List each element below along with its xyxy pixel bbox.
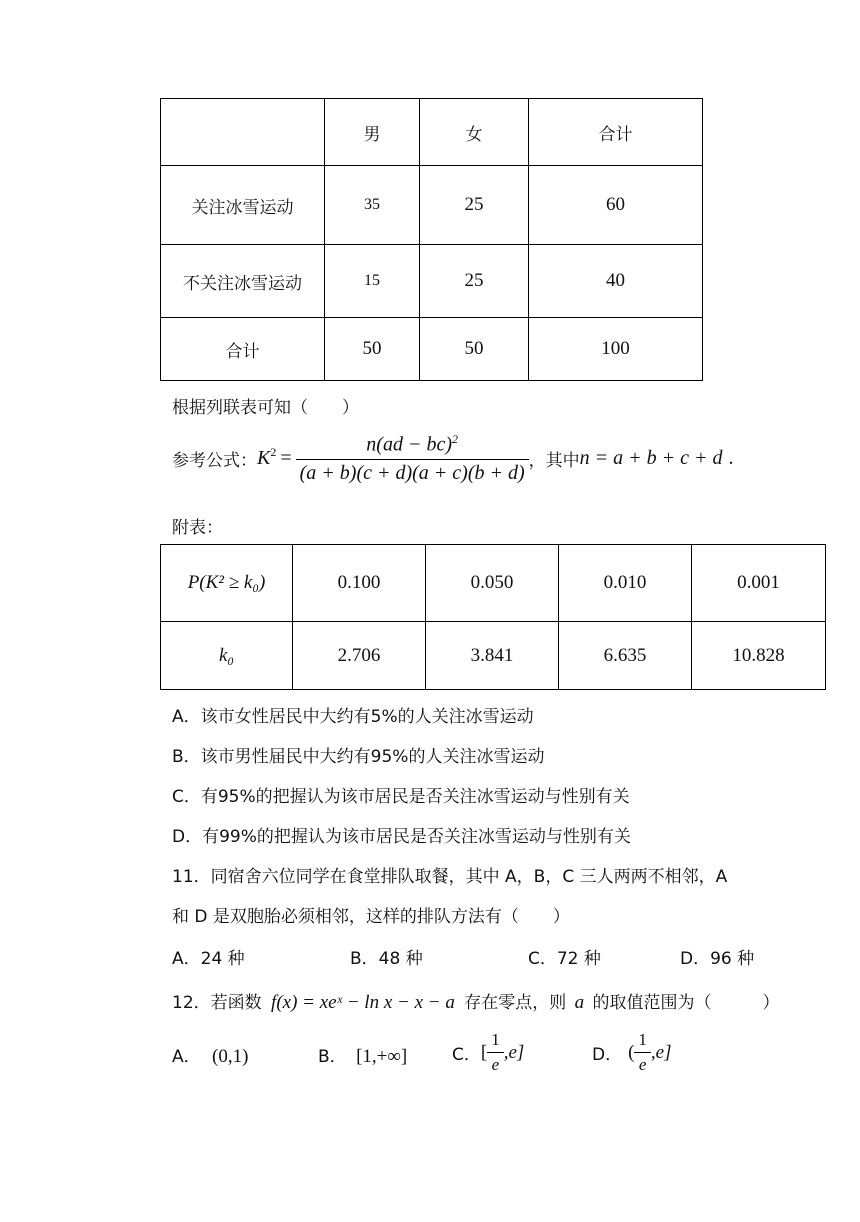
- table1-cell: 25: [420, 245, 529, 318]
- q12-suffix2: 的取值范围为（ ）: [592, 993, 780, 1013]
- table1-row-label: 合计: [161, 318, 325, 381]
- formula-period: .: [728, 446, 734, 469]
- table1-row-label: 关注冰雪运动: [161, 166, 325, 245]
- q11-line2: 和 D 是双胞胎必须相邻，这样的排队方法有（ ）: [172, 907, 570, 927]
- table1-row-label: 不关注冰雪运动: [161, 245, 325, 318]
- q12-option-label: C．: [452, 1045, 481, 1065]
- table2-k-value: 10.828: [692, 622, 826, 690]
- q12-bracket-close: ,e]: [503, 1041, 525, 1063]
- formula-denominator: (a + b)(c + d)(a + c)(b + d): [299, 461, 525, 484]
- q11-option-a: A．24 种: [172, 949, 245, 969]
- q12-stem: [172, 988, 780, 1014]
- q10-option-d: D．有99%的把握认为该市居民是否关注冰雪运动与性别有关: [172, 827, 631, 847]
- q10-option-c: C．有95%的把握认为该市居民是否关注冰雪运动与性别有关: [172, 787, 630, 807]
- table2-k-value: 3.841: [426, 622, 559, 690]
- q12-var: a: [574, 992, 585, 1013]
- q12-option-a: [172, 1042, 248, 1068]
- q11-option-d: D．96 种: [680, 949, 755, 969]
- q10-prompt: 根据列联表可知（ ）: [172, 398, 359, 418]
- q11-line1: 11．同宿舍六位同学在食堂排队取餐，其中 A，B，C 三人两两不相邻，A: [172, 867, 728, 887]
- q12-fraction: [634, 1030, 651, 1075]
- q12-frac-den: e: [638, 1055, 647, 1074]
- table2-k-value: 2.706: [293, 622, 426, 690]
- q12-prefix: 12．若函数: [172, 993, 262, 1013]
- q12-bracket-close: ,e]: [650, 1041, 672, 1063]
- table1-cell: 40: [529, 245, 703, 318]
- formula-numerator: n(ad − bc): [366, 433, 452, 456]
- reference-formula: 参考公式： K $^2$ = $\frac{n(ad - bc)^2}{(a + b)(c + d)(a + c)(b + d)}$ ，其中 n = a + b + c + d .: [172, 432, 734, 484]
- formula-lead: 参考公式：: [172, 450, 257, 471]
- q10-option-a: A．该市女性居民中大约有5%的人关注冰雪运动: [172, 707, 534, 727]
- q12-option-d: [592, 1030, 672, 1075]
- table2-p-value: 0.001: [692, 545, 826, 622]
- table1-header-male: 男: [325, 99, 420, 166]
- formula-fraction: [296, 432, 529, 485]
- q12-frac-num: 1: [634, 1030, 651, 1053]
- q12-bracket: (: [628, 1041, 635, 1063]
- q12-option-b: [318, 1042, 407, 1068]
- table2-k-value: 6.635: [559, 622, 692, 690]
- table1-cell: 25: [420, 166, 529, 245]
- q12-option-value: (0,1): [212, 1046, 249, 1067]
- q12-frac-den: e: [491, 1055, 500, 1074]
- q11-option-b: B．48 种: [350, 949, 423, 969]
- table2-p-value: 0.010: [559, 545, 692, 622]
- table1-cell: 50: [325, 318, 420, 381]
- table1-cell: 50: [420, 318, 529, 381]
- table1-header-total: 合计: [529, 99, 703, 166]
- table1-header-blank: [161, 99, 325, 166]
- q12-option-c: [452, 1030, 524, 1075]
- critical-value-table: [160, 544, 826, 690]
- formula-numerator-exp: 2: [451, 432, 458, 446]
- q11-option-c: C．72 种: [528, 949, 601, 969]
- formula-lhs: K: [257, 446, 271, 469]
- contingency-table: [160, 98, 703, 381]
- q12-option-label: B．: [318, 1047, 347, 1067]
- table1-cell: 15: [325, 245, 420, 318]
- table1-header-female: 女: [420, 99, 529, 166]
- q12-bracket: [: [480, 1041, 488, 1063]
- formula-tail-text: ，其中: [528, 450, 580, 471]
- q12-option-label: A．: [172, 1047, 201, 1067]
- appendix-label: 附表：: [172, 518, 223, 538]
- table1-cell: 100: [529, 318, 703, 381]
- table2-p-value: 0.050: [426, 545, 559, 622]
- q10-option-b: B．该市男性届民中大约有95%的人关注冰雪运动: [172, 747, 545, 767]
- table2-p-value: 0.100: [293, 545, 426, 622]
- q12-frac-num: 1: [487, 1030, 504, 1053]
- table2-row-label-k: k₀: [161, 622, 293, 690]
- q12-fraction: [487, 1030, 504, 1075]
- q12-option-value: [1,+∞]: [356, 1046, 408, 1067]
- q12-function: f(x) = xeˣ − ln x − x − a: [271, 992, 455, 1013]
- formula-tail-math: n = a + b + c + d: [579, 446, 723, 469]
- table2-row-label-p: P(K² ≥ k₀): [161, 545, 293, 622]
- formula-lhs-exp: 2: [270, 444, 277, 459]
- table1-cell: 35: [325, 166, 420, 245]
- table1-cell: 60: [529, 166, 703, 245]
- q12-option-label: D．: [592, 1045, 623, 1065]
- q12-suffix: 存在零点，则: [464, 993, 567, 1013]
